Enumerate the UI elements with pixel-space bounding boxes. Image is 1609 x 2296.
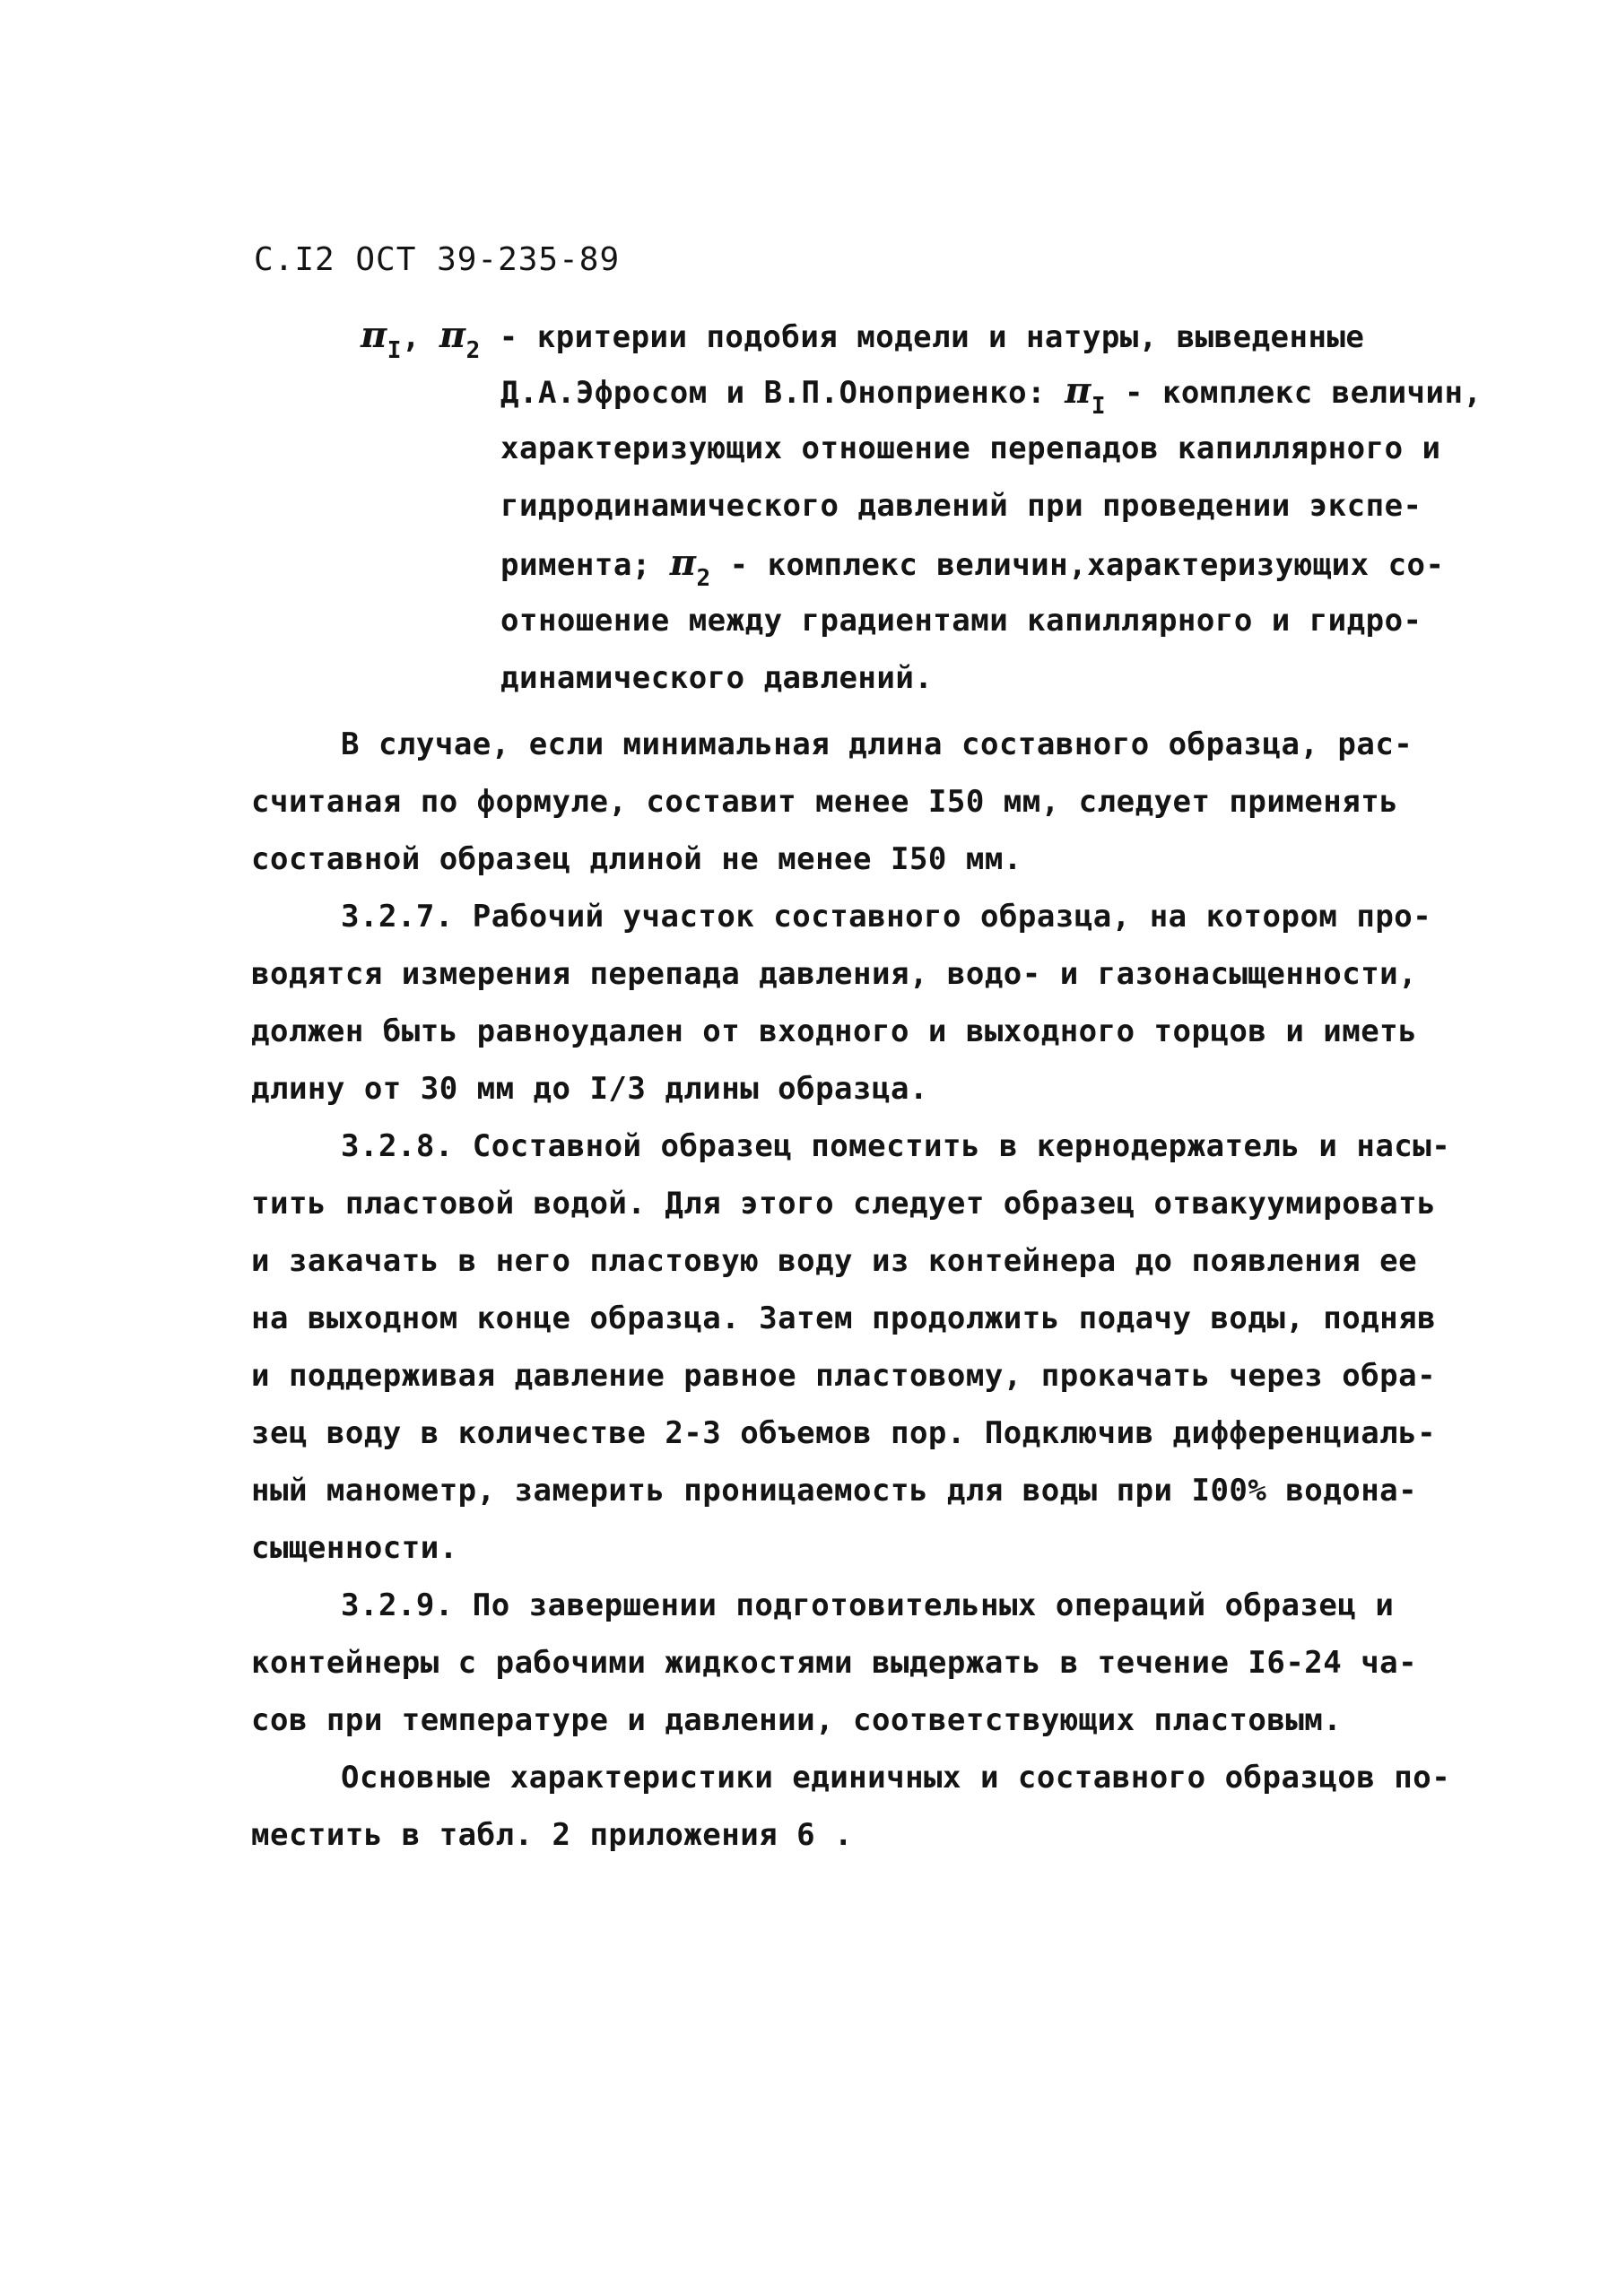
- definition-line-4: гидродинамического давлений при проведении экспе-: [500, 488, 1422, 524]
- paragraph-line: В случае, если минимальная длина составного образца, рас-: [341, 726, 1413, 762]
- paragraph-line: Основные характеристики единичных и составного образцов по-: [341, 1760, 1451, 1796]
- paragraph-line: считаная по формуле, составит менее I50 мм, следует применять: [251, 784, 1399, 820]
- pi-subscript: I: [1091, 393, 1107, 420]
- paragraph-line: сыщенности.: [251, 1530, 458, 1566]
- definition-line-6: отношение между градиентами капиллярного и гидро-: [500, 603, 1422, 639]
- paragraph-line: должен быть равноудален от входного и выходного торцов и иметь: [251, 1013, 1418, 1049]
- paragraph-line: 3.2.8. Составной образец поместить в кернодержатель и насы-: [341, 1128, 1451, 1164]
- pi-symbol: π: [361, 314, 387, 356]
- paragraph-line: местить в табл. 2 приложения 6 .: [251, 1817, 854, 1853]
- paragraph-line: ный манометр, замерить проницаемость для воды при I00% водона-: [251, 1473, 1418, 1509]
- pi-symbol: π: [669, 542, 697, 584]
- paragraph-line: и поддерживая давление равное пластовому, прокачать через обра-: [251, 1358, 1437, 1394]
- paragraph-line: контейнеры с рабочими жидкостями выдержать в течение I6-24 ча-: [251, 1645, 1418, 1681]
- paragraph-line: на выходном конце образца. Затем продолжить подачу воды, подняв: [251, 1300, 1437, 1336]
- paragraph-line: и закачать в него пластовую воду из контейнера до появления ее: [251, 1243, 1418, 1279]
- definition-line-5: [500, 542, 1445, 592]
- definition-line-3: характеризующих отношение перепадов капиллярного и: [500, 430, 1441, 466]
- definition-text: римента;: [500, 547, 670, 583]
- definition-line-1: [361, 314, 1365, 364]
- separator: ,: [401, 319, 439, 355]
- paragraph-line: тить пластовой водой. Для этого следует образец отвакуумировать: [251, 1186, 1437, 1222]
- paragraph-line: составной образец длиной не менее I50 мм.: [251, 841, 1022, 877]
- paragraph-line: 3.2.9. По завершении подготовительных операций образец и: [341, 1587, 1395, 1623]
- paragraph-line: зец воду в количестве 2-3 объемов пор. Подключив дифференциаль-: [251, 1415, 1437, 1451]
- pi-subscript: 2: [465, 337, 481, 364]
- paragraph-line: 3.2.7. Рабочий участок составного образца, на котором про-: [341, 899, 1432, 935]
- definition-text: Д.А.Эфросом и В.П.Оноприенко:: [500, 375, 1065, 411]
- page-header: С.I2 ОСТ 39-235-89: [254, 241, 621, 278]
- pi-symbol: π: [439, 314, 466, 356]
- definition-line-7: динамического давлений.: [500, 660, 934, 696]
- paragraph-line: сов при температуре и давлении, соответствующих пластовым.: [251, 1702, 1343, 1738]
- definition-text: - критерии подобия модели и натуры, выведенные: [480, 319, 1365, 355]
- paragraph-line: длину от 30 мм до I/3 длины образца.: [251, 1071, 928, 1107]
- definition-text: - комплекс величин,: [1106, 375, 1483, 411]
- pi-subscript: 2: [696, 565, 711, 592]
- definition-line-2: [500, 370, 1483, 420]
- paragraph-line: водятся измерения перепада давления, водо- и газонасыщенности,: [251, 956, 1418, 992]
- definition-text: - комплекс величин,характеризующих со-: [710, 547, 1445, 583]
- pi-subscript: I: [387, 337, 402, 364]
- pi-symbol: π: [1065, 370, 1092, 412]
